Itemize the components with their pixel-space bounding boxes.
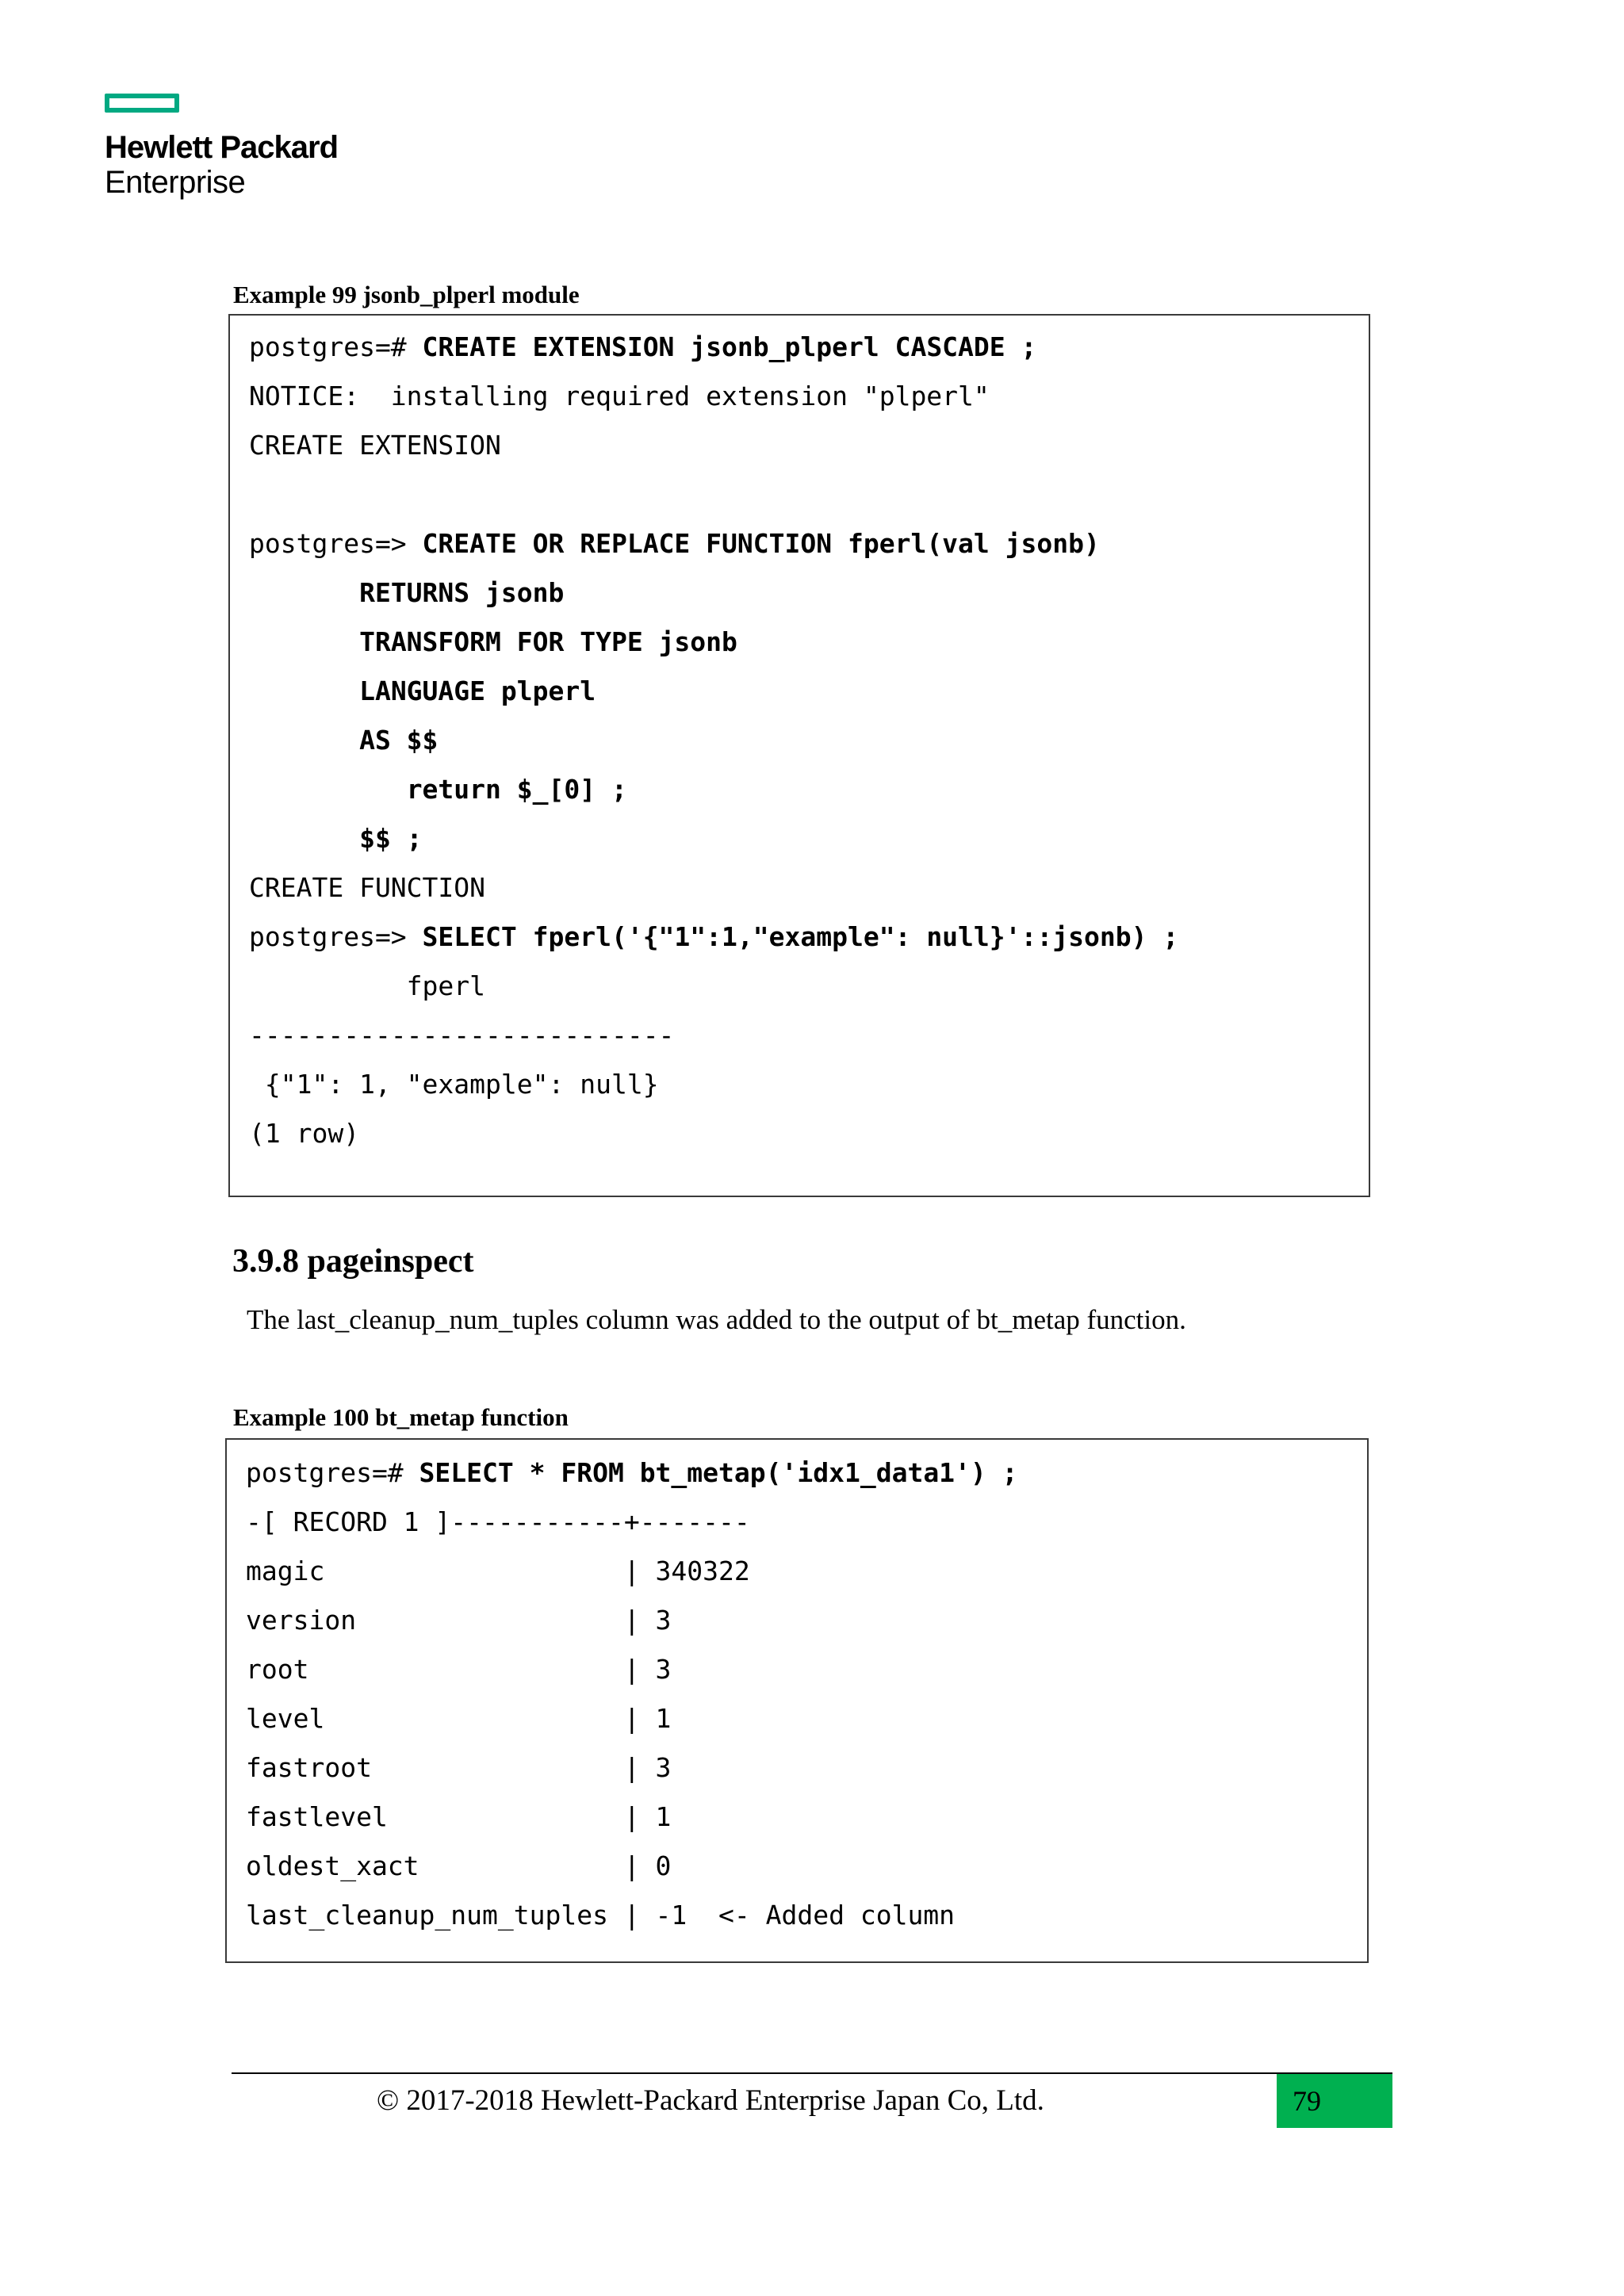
hpe-logo-mark xyxy=(105,94,179,113)
code-plain-text: --------------------------- xyxy=(249,1020,675,1050)
code-plain-text: CREATE FUNCTION xyxy=(249,872,486,903)
code-line xyxy=(246,1457,1018,1489)
code-plain-text: postgres=# xyxy=(246,1457,419,1488)
code-line xyxy=(249,872,485,904)
code-plain-text: version | 3 xyxy=(246,1605,672,1636)
section-paragraph: The last_cleanup_num_tuples column was added to the output of bt_metap function. xyxy=(247,1304,1186,1335)
code-plain-text: oldest_xact | 0 xyxy=(246,1850,672,1881)
code-line xyxy=(246,1703,671,1735)
code-line xyxy=(249,331,1036,363)
code-line xyxy=(246,1654,671,1686)
code-command-text: CREATE EXTENSION jsonb_plperl CASCADE ; xyxy=(422,331,1037,362)
code-line xyxy=(249,774,627,806)
code-line xyxy=(249,823,423,855)
code-command-text: AS $$ xyxy=(359,725,439,756)
code-line xyxy=(249,1118,359,1150)
code-plain-text: magic | 340322 xyxy=(246,1556,750,1586)
code-plain-text xyxy=(249,725,359,756)
code-line xyxy=(249,970,485,1002)
hpe-logo xyxy=(105,94,338,200)
logo-text-line2: Enterprise xyxy=(105,165,246,200)
code-line xyxy=(249,528,1100,560)
code-line xyxy=(246,1752,671,1784)
footer-copyright: © 2017-2018 Hewlett-Packard Enterprise Japan Co, Ltd. xyxy=(377,2084,1044,2117)
code-line xyxy=(249,577,564,609)
code-line xyxy=(246,1900,955,1931)
code-plain-text: NOTICE: installing required extension "plperl" xyxy=(249,381,990,411)
code-command-text: LANGUAGE plperl xyxy=(359,675,596,706)
code-command-text: TRANSFORM FOR TYPE jsonb xyxy=(359,626,737,657)
code-line xyxy=(246,1605,671,1636)
code-line xyxy=(246,1506,750,1538)
example-100-code-block xyxy=(225,1438,1369,1963)
section-heading: 3.9.8 pageinspect xyxy=(232,1243,474,1280)
code-command-text: SELECT fperl('{"1":1,"example": null}'::jsonb) ; xyxy=(422,921,1179,952)
footer-divider xyxy=(232,2072,1392,2074)
page-number: 79 xyxy=(1293,2085,1321,2117)
code-plain-text: postgres=# xyxy=(249,331,423,362)
code-command-text: return $_[0] ; xyxy=(406,774,627,805)
code-plain-text: level | 1 xyxy=(246,1703,672,1734)
code-plain-text xyxy=(249,577,359,608)
code-plain-text xyxy=(249,675,359,706)
code-line xyxy=(249,430,501,461)
code-plain-text: -[ RECORD 1 ]-----------+------- xyxy=(246,1506,750,1537)
code-plain-text xyxy=(249,774,407,805)
code-plain-text xyxy=(249,626,359,657)
code-line xyxy=(249,675,596,707)
code-plain-text: {"1": 1, "example": null} xyxy=(249,1069,659,1100)
code-command-text: CREATE OR REPLACE FUNCTION fperl(val jsonb) xyxy=(422,528,1100,559)
code-line xyxy=(249,381,990,412)
code-line xyxy=(249,1069,659,1100)
code-plain-text: postgres=> xyxy=(249,528,423,559)
code-plain-text xyxy=(249,823,359,854)
code-plain-text: fastroot | 3 xyxy=(246,1752,672,1783)
code-plain-text: root | 3 xyxy=(246,1654,672,1685)
page-number-badge xyxy=(1277,2074,1392,2128)
code-line xyxy=(249,1020,674,1051)
code-line xyxy=(249,725,438,756)
example-99-code-block xyxy=(228,314,1370,1197)
code-plain-text: CREATE EXTENSION xyxy=(249,430,501,461)
code-plain-text: fperl xyxy=(249,970,486,1001)
logo-text-line1: Hewlett Packard xyxy=(105,130,339,165)
code-line xyxy=(246,1801,671,1833)
code-command-text: SELECT * FROM bt_metap('idx1_data1') ; xyxy=(419,1457,1018,1488)
code-plain-text: fastlevel | 1 xyxy=(246,1801,672,1832)
code-line xyxy=(249,626,737,658)
code-line xyxy=(246,1850,671,1882)
code-line xyxy=(246,1556,750,1587)
code-plain-text: last_cleanup_num_tuples | -1 <- Added column xyxy=(246,1900,956,1931)
code-plain-text: (1 row) xyxy=(249,1118,360,1149)
example-100-caption: Example 100 bt_metap function xyxy=(233,1403,569,1431)
code-command-text: $$ ; xyxy=(359,823,423,854)
example-99-caption: Example 99 jsonb_plperl module xyxy=(233,281,580,308)
code-plain-text: postgres=> xyxy=(249,921,423,952)
code-line xyxy=(249,921,1178,953)
code-command-text: RETURNS jsonb xyxy=(359,577,565,608)
